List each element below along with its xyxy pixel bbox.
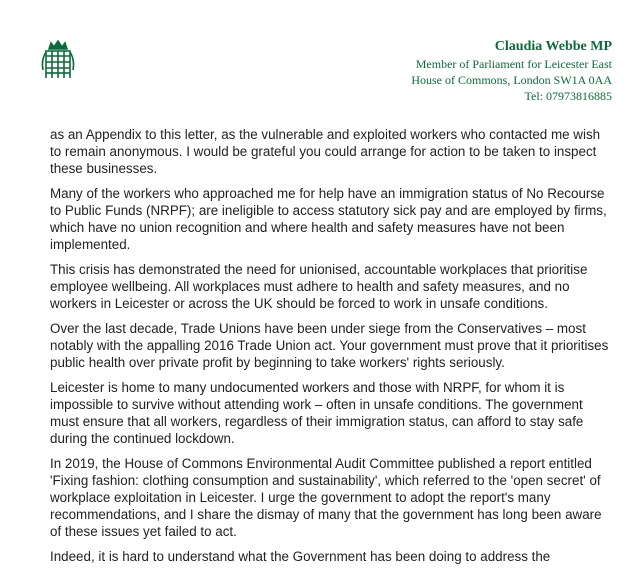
paragraph: In 2019, the House of Commons Environmental Audit Committee published a report entitled 'Fixing fashion: clothing consumption and sustainability', which referred to the 'open secret' of workplace exploitation in Leicester. I urge the government to adopt the report's many recommendations, and I share the dismay of many that the government has long been aware of these issues yet failed to act.: [50, 456, 602, 539]
mp-role: Member of Parliament for Leicester East: [415, 57, 612, 71]
mp-address: House of Commons, London SW1A 0AA: [411, 73, 612, 87]
mp-name: Claudia Webbe MP: [494, 39, 612, 54]
paragraph: Leicester is home to many undocumented workers and those with NRPF, for whom it is impossible to survive without attending work – often in unsafe conditions. The government must ensure that all workers, regardless of their immigration status, can afford to stay safe during the continued lockdown.: [50, 380, 584, 446]
mp-telephone: Tel: 07973816885: [524, 89, 612, 103]
paragraph: as an Appendix to this letter, as the vulnerable and exploited workers who contacted me wish to remain anonymous. I would be grateful you could arrange for action to be taken to inspect these businesses.: [50, 127, 601, 176]
portcullis-icon: [40, 40, 76, 80]
paragraph: Many of the workers who approached me for help have an immigration status of No Recourse to Public Funds (NRPF); are ineligible to access statutory sick pay and are employed by firms, which have no union recognition and where health and safety measures have not been implemented.: [50, 186, 607, 252]
paragraph: This crisis has demonstrated the need for unionised, accountable workplaces that prioritise employee wellbeing. All workplaces must adhere to health and safety measures, and no workers in Leicester or across the UK should be forced to work in unsafe conditions.: [50, 262, 588, 311]
letterhead: [411, 38, 612, 104]
paragraph: Over the last decade, Trade Unions have been under siege from the Conservatives – most notably with the appalling 2016 Trade Union act. Your government must prove that it prioritises public health over private profit by beginning to take workers' rights seriously.: [50, 321, 609, 370]
letter-body: [50, 126, 612, 573]
paragraph: Indeed, it is hard to understand what the Government has been doing to address the: [50, 549, 551, 564]
